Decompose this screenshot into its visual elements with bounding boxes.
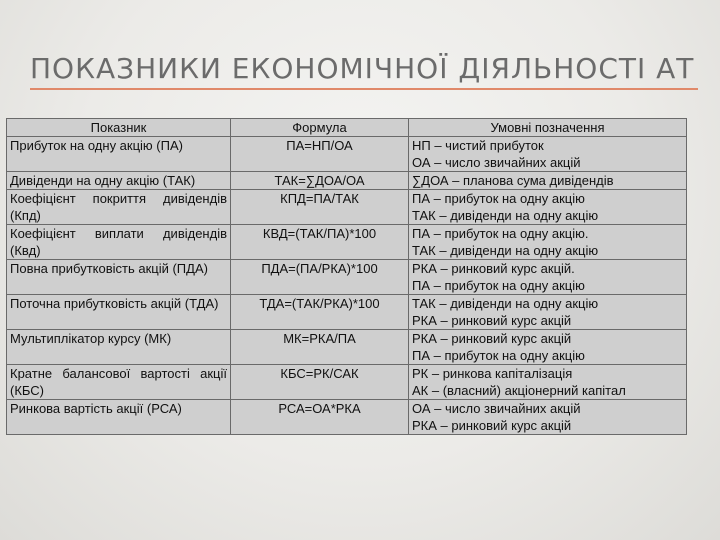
- legend-line: ТАК – дивіденди на одну акцію: [412, 296, 599, 311]
- indicator-name-cell: Прибуток на одну акцію (ПА): [7, 137, 231, 172]
- formula-cell: ТДА=(ТАК/РКА)*100: [231, 295, 409, 330]
- legend-cell: [409, 330, 687, 365]
- indicator-name-cell: Ринкова вартість акції (РСА): [7, 400, 231, 435]
- slide-title: ПОКАЗНИКИ ЕКОНОМІЧНОЇ ДІЯЛЬНОСТІ АТ: [30, 52, 695, 85]
- table-row: [7, 330, 687, 365]
- legend-line: ПА – прибуток на одну акцію: [412, 191, 585, 206]
- indicator-name-cell: Кратне балансової вартості акції (КБС): [7, 365, 231, 400]
- indicator-name-cell: Коефіцієнт виплати дивідендів (Квд): [7, 225, 231, 260]
- legend-line: РК – ринкова капіталізація: [412, 366, 573, 381]
- table-row: [7, 400, 687, 435]
- legend-cell: [409, 172, 687, 190]
- legend-cell: [409, 295, 687, 330]
- header-legend: Умовні позначення: [409, 119, 687, 137]
- indicator-name-cell: Мультиплікатор курсу (МК): [7, 330, 231, 365]
- legend-line: РКА – ринковий курс акцій: [412, 418, 572, 433]
- legend-line: ТАК – дивіденди на одну акцію: [412, 208, 599, 223]
- table-row: [7, 365, 687, 400]
- legend-cell: [409, 190, 687, 225]
- header-indicator: Показник: [7, 119, 231, 137]
- legend-cell: [409, 365, 687, 400]
- formula-cell: КПД=ПА/ТАК: [231, 190, 409, 225]
- formula-cell: КВД=(ТАК/ПА)*100: [231, 225, 409, 260]
- legend-line: ∑ДОА – планова сума дивідендів: [412, 173, 614, 188]
- formula-cell: ПА=НП/ОА: [231, 137, 409, 172]
- legend-line: АК – (власний) акціонерний капітал: [412, 383, 626, 398]
- legend-cell: [409, 260, 687, 295]
- legend-line: ОА – число звичайних акцій: [412, 401, 581, 416]
- legend-line: РКА – ринковий курс акцій: [412, 331, 572, 346]
- legend-cell: [409, 225, 687, 260]
- legend-line: НП – чистий прибуток: [412, 138, 544, 153]
- title-underline: [30, 88, 698, 90]
- formula-cell: ПДА=(ПА/РКА)*100: [231, 260, 409, 295]
- table-row: [7, 260, 687, 295]
- formula-cell: РСА=ОА*РКА: [231, 400, 409, 435]
- table-header-row: [7, 119, 687, 137]
- formula-cell: ТАК=∑ДОА/ОА: [231, 172, 409, 190]
- indicator-name-cell: Повна прибутковість акцій (ПДА): [7, 260, 231, 295]
- legend-line: ПА – прибуток на одну акцію: [412, 278, 585, 293]
- legend-line: ПА – прибуток на одну акцію: [412, 348, 585, 363]
- table-row: [7, 137, 687, 172]
- legend-line: ТАК – дивіденди на одну акцію: [412, 243, 599, 258]
- legend-line: ПА – прибуток на одну акцію.: [412, 226, 589, 241]
- table-body: [7, 137, 687, 435]
- formula-cell: МК=РКА/ПА: [231, 330, 409, 365]
- formula-cell: КБС=РК/САК: [231, 365, 409, 400]
- indicators-table: [6, 118, 687, 435]
- legend-line: ОА – число звичайних акцій: [412, 155, 581, 170]
- legend-cell: [409, 137, 687, 172]
- indicator-name-cell: Дивіденди на одну акцію (ТАК): [7, 172, 231, 190]
- header-formula: Формула: [231, 119, 409, 137]
- table-row: [7, 172, 687, 190]
- legend-line: РКА – ринковий курс акцій: [412, 313, 572, 328]
- table-row: [7, 190, 687, 225]
- indicators-table-container: [6, 118, 686, 435]
- table-row: [7, 225, 687, 260]
- legend-line: РКА – ринковий курс акцій.: [412, 261, 575, 276]
- indicator-name-cell: Поточна прибутковість акцій (ТДА): [7, 295, 231, 330]
- legend-cell: [409, 400, 687, 435]
- table-row: [7, 295, 687, 330]
- indicator-name-cell: Коефіцієнт покриття дивідендів (Кпд): [7, 190, 231, 225]
